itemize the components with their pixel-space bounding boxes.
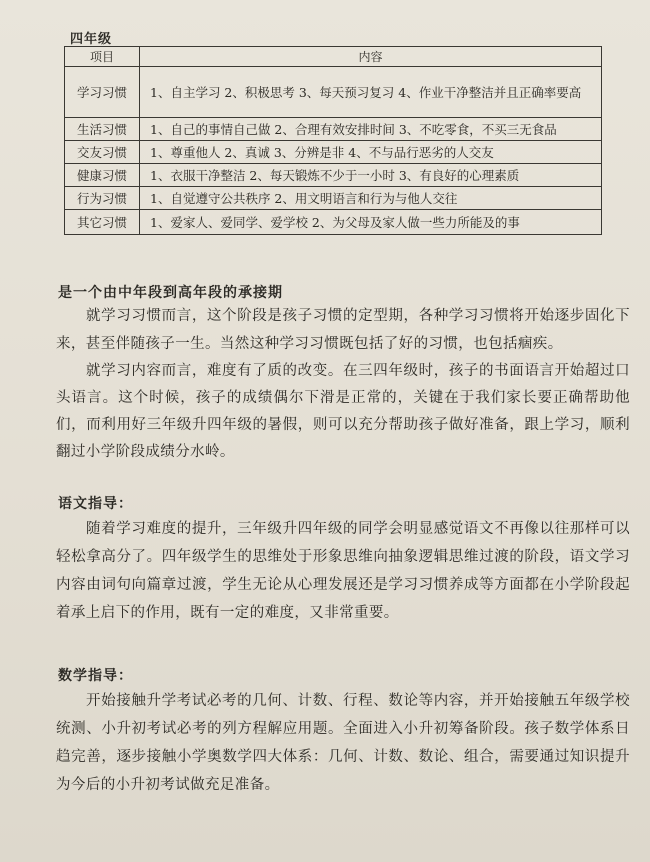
row-content: 1、衣服干净整洁 2、每天锻炼不少于一小时 3、有良好的心理素质 (140, 164, 602, 187)
table-row (65, 187, 602, 210)
row-content: 1、爱家人、爱同学、爱学校 2、为父母及家人做一些力所能及的事 (140, 210, 602, 235)
table-header-row (65, 47, 602, 67)
row-content: 1、自主学习 2、积极思考 3、每天预习复习 4、作业干净整洁并且正确率要高 (140, 67, 602, 118)
row-item: 健康习惯 (65, 164, 140, 187)
table-row (65, 118, 602, 141)
row-content: 1、自己的事情自己做 2、合理有效安排时间 3、不吃零食，不买三无食品 (140, 118, 602, 141)
row-item: 生活习惯 (65, 118, 140, 141)
paragraph-habits: 就学习习惯而言，这个阶段是孩子习惯的定型期，各种学习习惯将开始逐步固化下来，甚至伴随孩子一生。当然这种学习习惯既包括了好的习惯，也包括痼疾。 (56, 308, 630, 352)
header-item: 项目 (65, 47, 140, 67)
table-row (65, 210, 602, 235)
row-item: 行为习惯 (65, 187, 140, 210)
row-item: 学习习惯 (65, 67, 140, 118)
paragraph-math: 开始接触升学考试必考的几何、计数、行程、数论等内容，并开始接触五年级学校统测、小升初考试必考的列方程解应用题。全面进入小升初筹备阶段。孩子数学体系日趋完善，逐步接触小学奥数学四大体系：几何、计数、数论、组合，需要通过知识提升为今后的小升初考试做充足准备。 (56, 693, 630, 793)
table-row (65, 164, 602, 187)
row-content: 1、自觉遵守公共秩序 2、用文明语言和行为与他人交往 (140, 187, 602, 210)
table-row (65, 141, 602, 164)
habits-table (64, 46, 602, 235)
section-heading-chinese: 语文指导： (58, 496, 133, 512)
row-content: 1、尊重他人 2、真诚 3、分辨是非 4、不与品行恶劣的人交友 (140, 141, 602, 164)
header-content: 内容 (140, 47, 602, 67)
grade-title: 四年级 (70, 32, 113, 47)
section-heading-math: 数学指导： (58, 668, 133, 684)
paragraph-content: 就学习内容而言，难度有了质的改变。在三四年级时，孩子的书面语言开始超过口头语言。这个时候，孩子的成绩偶尔下滑是正常的，关键在于我们家长要正确帮助他们，而利用好三年级升四年级的暑假，则可以充分帮助孩子做好准备，跟上学习，顺利翻过小学阶段成绩分水岭。 (56, 363, 630, 460)
row-item: 其它习惯 (65, 210, 140, 235)
paragraph-chinese: 随着学习难度的提升，三年级升四年级的同学会明显感觉语文不再像以往那样可以轻松拿高分了。四年级学生的思维处于形象思维向抽象逻辑思维过渡的阶段，语文学习内容由词句向篇章过渡，学生无论从心理发展还是学习习惯养成等方面都在小学阶段起着承上启下的作用，既有一定的难度，又非常重要。 (56, 521, 630, 621)
section-heading-transition: 是一个由中年段到高年段的承接期 (58, 285, 283, 301)
row-item: 交友习惯 (65, 141, 140, 164)
table-row (65, 67, 602, 118)
